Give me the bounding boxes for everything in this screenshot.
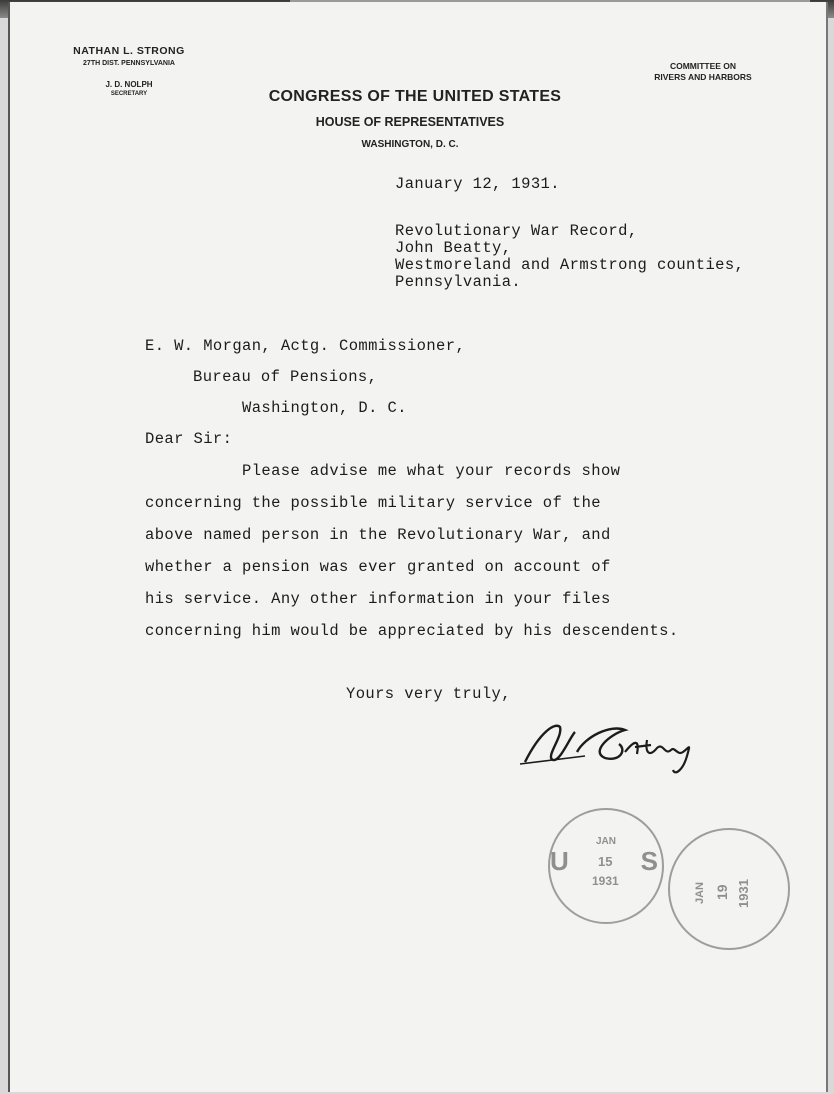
stamp-month: JAN: [596, 836, 617, 847]
subject-line-2: John Beatty,: [395, 239, 512, 257]
postmark-stamp: [668, 828, 790, 950]
signature: [515, 712, 715, 782]
body-line-6: concerning him would be appreciated by his descendents.: [145, 622, 679, 640]
recipient-name: E. W. Morgan, Actg. Commissioner,: [145, 337, 466, 355]
subject-line-1: Revolutionary War Record,: [395, 222, 638, 240]
committee-line-1: COMMITTEE ON: [669, 61, 737, 71]
member-name: NATHAN L. STRONG: [73, 45, 185, 57]
postmark-stamp: [548, 808, 664, 924]
stamp-day: 15: [598, 854, 613, 869]
member-district: 27TH DIST. PENNSYLVANIA: [83, 60, 175, 67]
letter-date: January 12, 1931.: [395, 175, 560, 193]
stamp-day: 19: [714, 884, 730, 900]
body-line-1: Please advise me what your records show: [242, 462, 621, 480]
secretary-name: J. D. NOLPH: [105, 80, 153, 89]
stamp-year: 1931: [736, 879, 751, 908]
body-line-4: whether a pension was ever granted on account of: [145, 558, 611, 576]
stamp-letter-left: U: [550, 846, 569, 876]
house-heading: HOUSE OF REPRESENTATIVES: [315, 115, 505, 129]
stamp-letter-right: S: [640, 846, 658, 876]
secretary-title: SECRETARY: [110, 91, 148, 97]
recipient-office: Bureau of Pensions,: [193, 368, 378, 386]
body-line-3: above named person in the Revolutionary War, and: [145, 526, 611, 544]
committee-line-2: RIVERS AND HARBORS: [654, 72, 752, 82]
recipient-city: Washington, D. C.: [242, 399, 407, 417]
subject-line-3: Westmoreland and Armstrong counties,: [395, 256, 745, 274]
closing: Yours very truly,: [346, 685, 511, 703]
body-line-2: concerning the possible military service of the: [145, 494, 601, 512]
subject-line-4: Pennsylvania.: [395, 273, 522, 291]
body-line-5: his service. Any other information in your files: [145, 590, 611, 608]
stamp-year: 1931: [592, 874, 619, 888]
stamp-month: JAN: [694, 881, 706, 904]
salutation: Dear Sir:: [145, 430, 233, 448]
washington-heading: WASHINGTON, D. C.: [361, 139, 459, 150]
congress-heading: CONGRESS OF THE UNITED STATES: [268, 88, 562, 105]
